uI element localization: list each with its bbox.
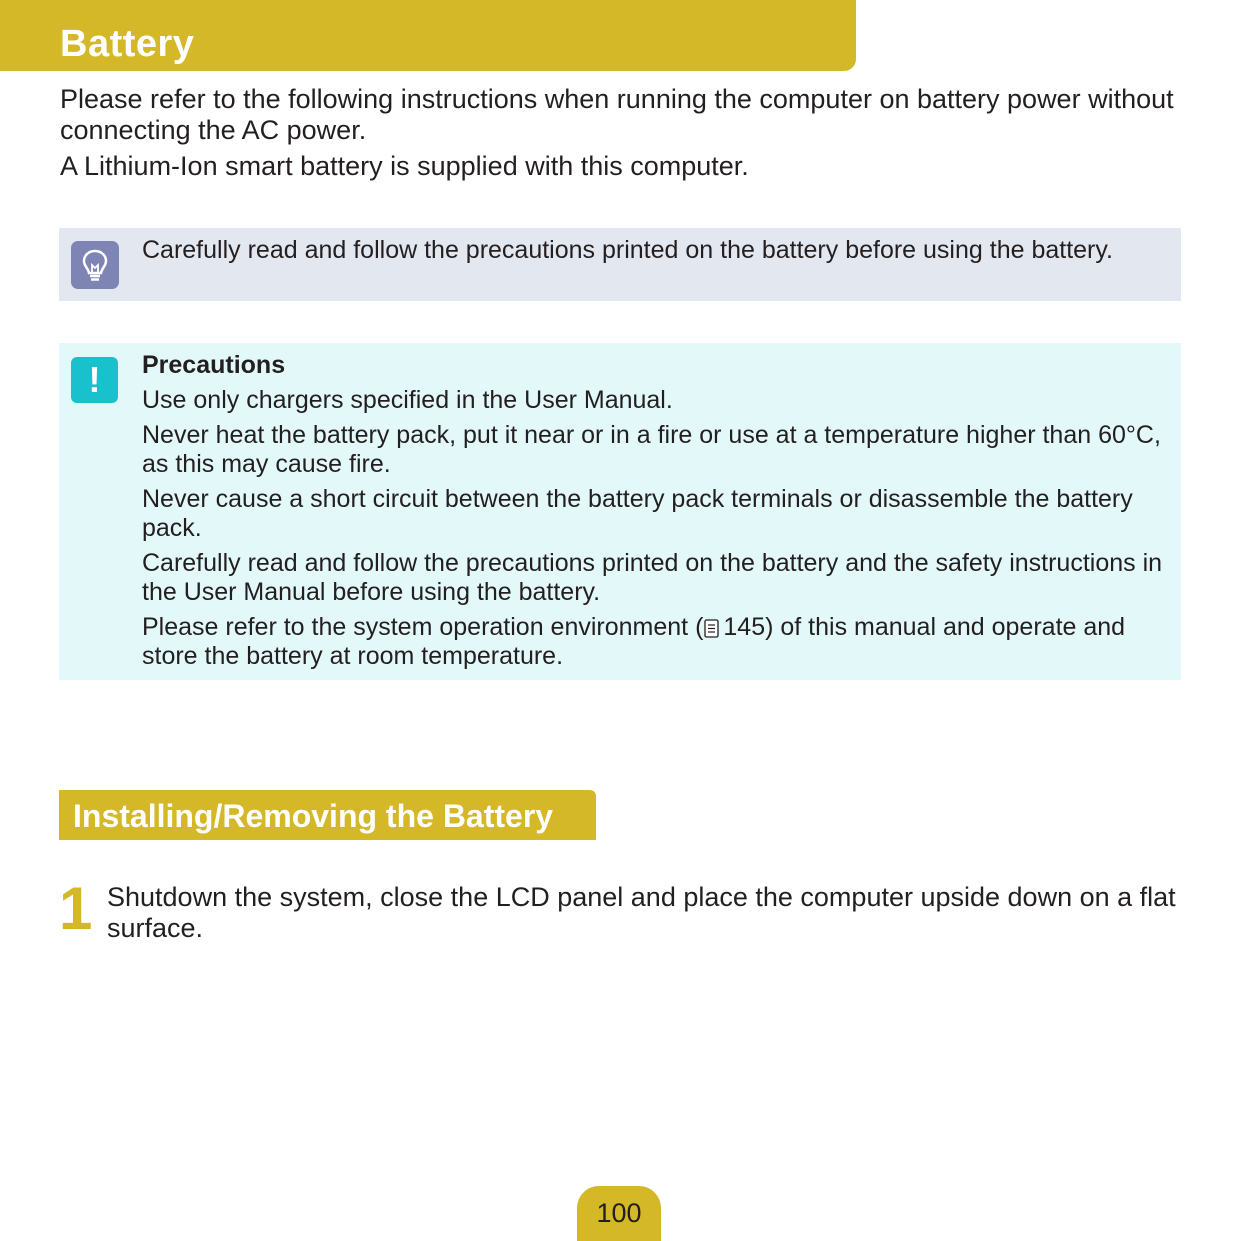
section-title: Installing/Removing the Battery xyxy=(73,798,554,834)
intro-text xyxy=(60,84,1190,182)
precaution-item: Carefully read and follow the precautions printed on the battery and the safety instructions in the User Manual before using the battery. xyxy=(142,549,1163,606)
step-number: 1 xyxy=(59,875,93,942)
lightbulb-icon xyxy=(71,241,119,289)
reference-page-link[interactable]: 145 xyxy=(723,613,766,641)
precautions-title: Precautions xyxy=(142,351,286,379)
tip-box xyxy=(59,228,1181,301)
header-bar xyxy=(0,0,856,71)
manual-page-icon xyxy=(704,616,719,635)
intro-paragraph-1: Please refer to the following instructions when running the computer on battery power without connecting the AC power. xyxy=(60,84,1174,145)
precautions-list xyxy=(142,386,1172,671)
reference-text-after: ) of this manual and operate and store the battery at room temperature. xyxy=(142,613,1126,670)
page-title: Battery xyxy=(60,23,195,65)
precaution-item: Never cause a short circuit between the battery pack terminals or disassemble the battery pack. xyxy=(142,485,1133,542)
exclamation-icon: ! xyxy=(71,357,118,403)
page-number: 100 xyxy=(596,1198,642,1228)
precautions-content xyxy=(142,351,1172,677)
page-number-badge xyxy=(577,1186,661,1241)
precautions-box xyxy=(59,343,1181,680)
section-heading xyxy=(59,790,596,840)
step-text: Shutdown the system, close the LCD panel and place the computer upside down on a flat surface. xyxy=(107,882,1176,943)
precaution-item: Use only chargers specified in the User Manual. xyxy=(142,386,673,414)
intro-paragraph-2: A Lithium-Ion smart battery is supplied with this computer. xyxy=(60,151,749,181)
reference-text-before: Please refer to the system operation environment ( xyxy=(142,613,704,641)
precaution-item-reference xyxy=(142,613,1172,671)
precaution-item: Never heat the battery pack, put it near or in a fire or use at a temperature higher than 60°C, as this may cause fire. xyxy=(142,421,1161,478)
tip-text: Carefully read and follow the precautions printed on the battery before using the battery. xyxy=(142,236,1113,264)
